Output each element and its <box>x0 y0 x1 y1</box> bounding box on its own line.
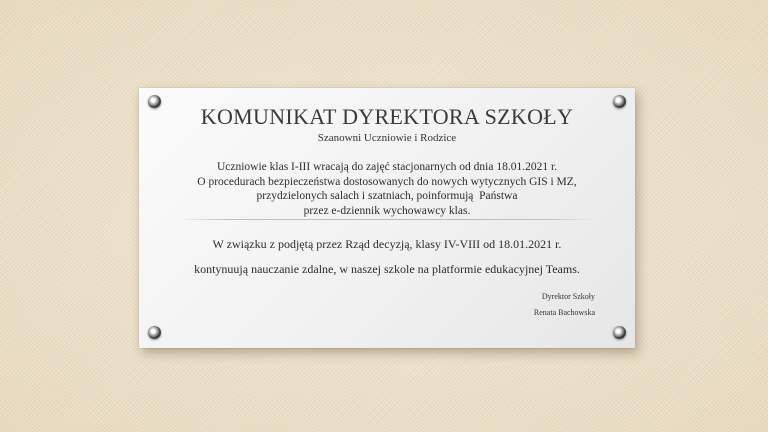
paragraph-1-line: O procedurach bezpieczeństwa dostosowanych do nowych wytycznych GIS i MZ, <box>197 175 577 188</box>
paragraph-1-line: przydzielonych salach i szatniach, poinformują Państwa <box>256 190 518 202</box>
paragraph-2-line: kontynuują nauczanie zdalne, w naszej szkole na platformie edukacyjnej Teams. <box>194 262 580 276</box>
notice-subtitle: Szanowni Uczniowie i Rodzice <box>317 132 457 144</box>
signature-name: Renata Bachowska <box>533 308 595 317</box>
paragraph-1-line: Uczniowie klas I-III wracają do zajęć stacjonarnych od dnia 18.01.2021 r. <box>216 161 558 173</box>
notice-plaque <box>139 88 635 348</box>
paragraph-2-line: W związku z podjętą przez Rząd decyzją, klasy IV-VIII od 18.01.2021 r. <box>212 237 562 251</box>
notice-title: KOMUNIKAT DYREKTORA SZKOŁY <box>200 104 574 129</box>
divider <box>179 219 595 220</box>
screw-icon <box>613 326 626 339</box>
paragraph-1-line: przez e-dziennik wychowawcy klas. <box>303 204 471 217</box>
screw-icon <box>148 326 161 339</box>
notice-paragraph-1 <box>139 160 635 218</box>
signature-role: Dyrektor Szkoły <box>541 292 595 301</box>
